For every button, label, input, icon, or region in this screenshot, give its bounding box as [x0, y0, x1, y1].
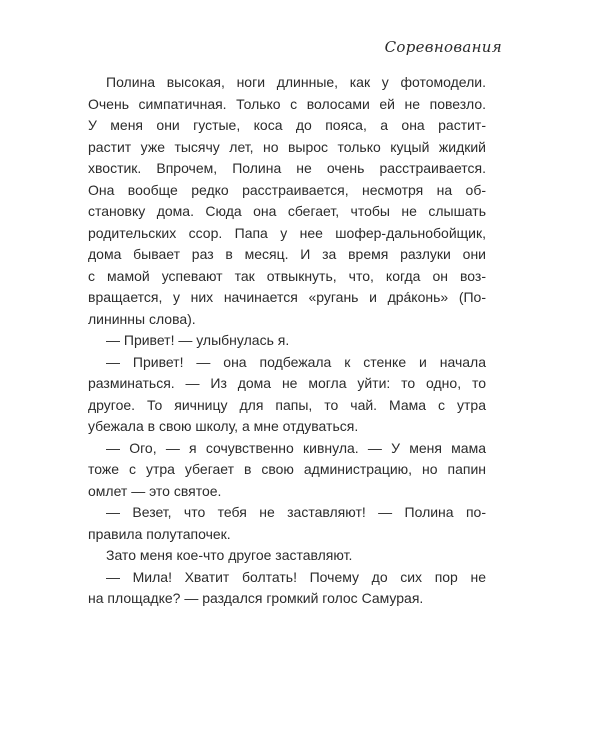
text-line: дома бывает раз в месяц. И за время разлуки они — [88, 246, 486, 262]
text-line: хвостик. Впрочем, Полина не очень расстраивается. — [88, 160, 486, 176]
text-line: У меня они густые, коса до пояса, а она растит- — [88, 117, 486, 133]
text-line: — Ого, — я сочувственно кивнула. — У меня мама — [106, 439, 486, 456]
text-line: лининны слова). — [88, 310, 196, 327]
text-line: — Привет! — она подбежала к стенке и начала — [106, 353, 486, 370]
text-line: — Везет, что тебя не заставляют! — Полина по- — [106, 504, 486, 520]
text-line: тоже с утра убегает в свою администрацию, но папин — [88, 461, 486, 477]
text-line: растит уже тысячу лет, но вырос только куцый жидкий — [88, 138, 486, 155]
text-line: вращается, у них начинается «ругань и дрáконь» (По- — [88, 289, 486, 305]
text-line: — Привет! — улыбнулась я. — [106, 332, 290, 348]
text-line: другое. То яичницу для папы, то чай. Мама с утра — [88, 396, 486, 413]
running-head-title: Соревнования — [384, 38, 502, 56]
text-line: Очень симпатичная. Только с волосами ей не повезло. — [88, 95, 486, 112]
text-line: правила полутапочек. — [88, 525, 231, 542]
text-line: на площадке? — раздался громкий голос Самурая. — [88, 590, 424, 606]
text-line: омлет — это святое. — [88, 482, 222, 499]
body-text — [88, 72, 486, 610]
text-line: разминаться. — Из дома не могла уйти: то одно, то — [88, 375, 486, 391]
text-line: становку дома. Сюда она сбегает, чтобы не слышать — [88, 203, 486, 219]
text-line: Полина высокая, ноги длинные, как у фотомодели. — [106, 74, 486, 90]
text-line: Зато меня кое-что другое заставляют. — [106, 547, 353, 563]
text-line: Она вообще редко расстраивается, несмотря на об- — [88, 181, 486, 198]
text-line: — Мила! Хватит болтать! Почему до сих пор не — [106, 568, 486, 585]
text-line: родительских ссор. Папа у нее шофер-дальнобойщик, — [88, 224, 486, 241]
text-line: с мамой успевают так отвыкнуть, что, когда он воз- — [88, 267, 486, 284]
text-line: убежала в свою школу, а мне отдуваться. — [88, 418, 359, 434]
